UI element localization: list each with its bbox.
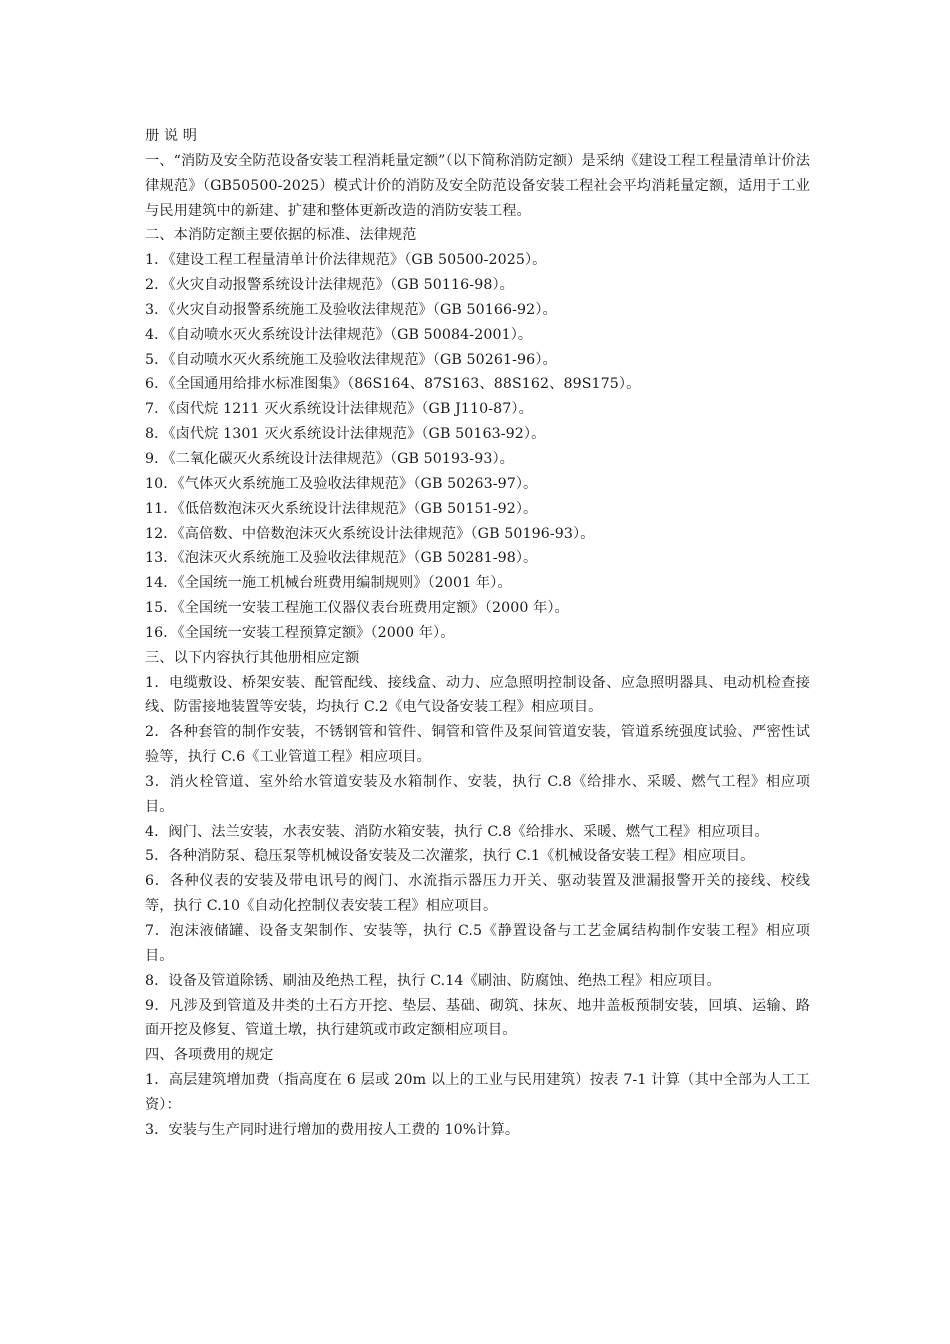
list-item: 12．《高倍数、中倍数泡沫灭火系统设计法律规范》（GB 50196-93）。 bbox=[145, 525, 595, 542]
section-1-heading: 一、“消防及安全防范设备安装工程消耗量定额”（以下简称消防定额）是采纳《建设工程工程量清单计价法律规范》（GB50500-2025）模式计价的消防及安全防范设备安装工程社会平均消耗量定额，适用于工业与民用建筑中的新建、扩建和整体更新改造的消防安装工程。 bbox=[145, 152, 810, 219]
list-item: 1．《建设工程工程量清单计价法律规范》（GB 50500-2025）。 bbox=[145, 252, 547, 269]
list-item: 3．安装与生产同时进行增加的费用按人工费的 10%计算。 bbox=[145, 1121, 520, 1138]
list-item: 3．消火栓管道、室外给水管道安装及水箱制作、安装，执行 C.8《给排水、采暖、燃气工程》相应项目。 bbox=[145, 773, 810, 815]
list-item: 6．《全国通用给排水标准图集》（86S164、87S163、88S162、89S175）。 bbox=[145, 376, 641, 393]
list-item: 9．凡涉及到管道及井类的土石方开挖、垫层、基础、砌筑、抹灰、地井盖板预制安装，回填、运输、路面开挖及修复、管道土墩，执行建筑或市政定额相应项目。 bbox=[145, 997, 810, 1039]
list-item: 4．《自动喷水灭火系统设计法律规范》（GB 50084-2001）。 bbox=[145, 326, 533, 343]
list-item: 2．各种套管的制作安装，不锈钢管和管件、铜管和管件及泵间管道安装，管道系统强度试验、严密性试验等，执行 C.6《工业管道工程》相应项目。 bbox=[145, 724, 810, 766]
list-item: 6．各种仪表的安装及带电讯号的阀门、水流指示器压力开关、驱动装置及泄漏报警开关的接线、校线等，执行 C.10《自动化控制仪表安装工程》相应项目。 bbox=[145, 873, 810, 915]
list-item: 8．《卤代烷 1301 灭火系统设计法律规范》（GB 50163-92）。 bbox=[145, 426, 546, 443]
list-item: 11．《低倍数泡沫灭火系统设计法律规范》（GB 50151-92）。 bbox=[145, 500, 538, 517]
list-item: 8．设备及管道除锈、刷油及绝热工程，执行 C.14《刷油、防腐蚀、绝热工程》相应项目。 bbox=[145, 972, 721, 989]
section-3-heading: 三、以下内容执行其他册相应定额 bbox=[145, 649, 360, 666]
list-item: 1．电缆敷设、桥架安装、配管配线、接线盒、动力、应急照明控制设备、应急照明器具、电动机检查接线、防雷接地装置等安装，均执行 C.2《电气设备安装工程》相应项目。 bbox=[145, 674, 810, 716]
list-item: 7．《卤代烷 1211 灭火系统设计法律规范》（GB J110-87）。 bbox=[145, 401, 533, 418]
document-title: 册 说 明 bbox=[145, 128, 198, 144]
document-page bbox=[145, 124, 810, 1143]
section-4-heading: 四、各项费用的规定 bbox=[145, 1047, 274, 1064]
section-2-heading: 二、本消防定额主要依据的标准、法律规范 bbox=[145, 227, 417, 244]
list-item: 14．《全国统一施工机械台班费用编制规则》（2001 年）。 bbox=[145, 575, 512, 592]
list-item: 1．高层建筑增加费（指高度在 6 层或 20m 以上的工业与民用建筑）按表 7-1 计算（其中全部为人工工资）： bbox=[145, 1072, 810, 1113]
list-item: 3．《火灾自动报警系统施工及验收法律规范》（GB 50166-92）。 bbox=[145, 301, 557, 318]
list-item: 7．泡沫液储罐、设备支架制作、安装等，执行 C.5《静置设备与工艺金属结构制作安装工程》相应项目。 bbox=[145, 923, 810, 964]
list-item: 9．《二氧化碳灭火系统设计法律规范》（GB 50193-93）。 bbox=[145, 450, 514, 467]
list-item: 10．《气体灭火系统施工及验收法律规范》（GB 50263-97）。 bbox=[145, 475, 538, 492]
list-item: 5．各种消防泵、稳压泵等机械设备安装及二次灌浆，执行 C.1《机械设备安装工程》相应项目。 bbox=[145, 848, 755, 865]
list-item: 16．《全国统一安装工程预算定额》（2000 年）。 bbox=[145, 624, 455, 641]
list-item: 5．《自动喷水灭火系统施工及验收法律规范》（GB 50261-96）。 bbox=[145, 351, 557, 368]
list-item: 2．《火灾自动报警系统设计法律规范》（GB 50116-98）。 bbox=[145, 277, 514, 294]
list-item: 15．《全国统一安装工程施工仪器仪表台班费用定额》（2000 年）。 bbox=[145, 600, 569, 617]
list-item: 13．《泡沫灭火系统施工及验收法律规范》（GB 50281-98）。 bbox=[145, 550, 538, 567]
list-item: 4．阀门、法兰安装，水表安装、消防水箱安装，执行 C.8《给排水、采暖、燃气工程》相应项目。 bbox=[145, 823, 769, 840]
